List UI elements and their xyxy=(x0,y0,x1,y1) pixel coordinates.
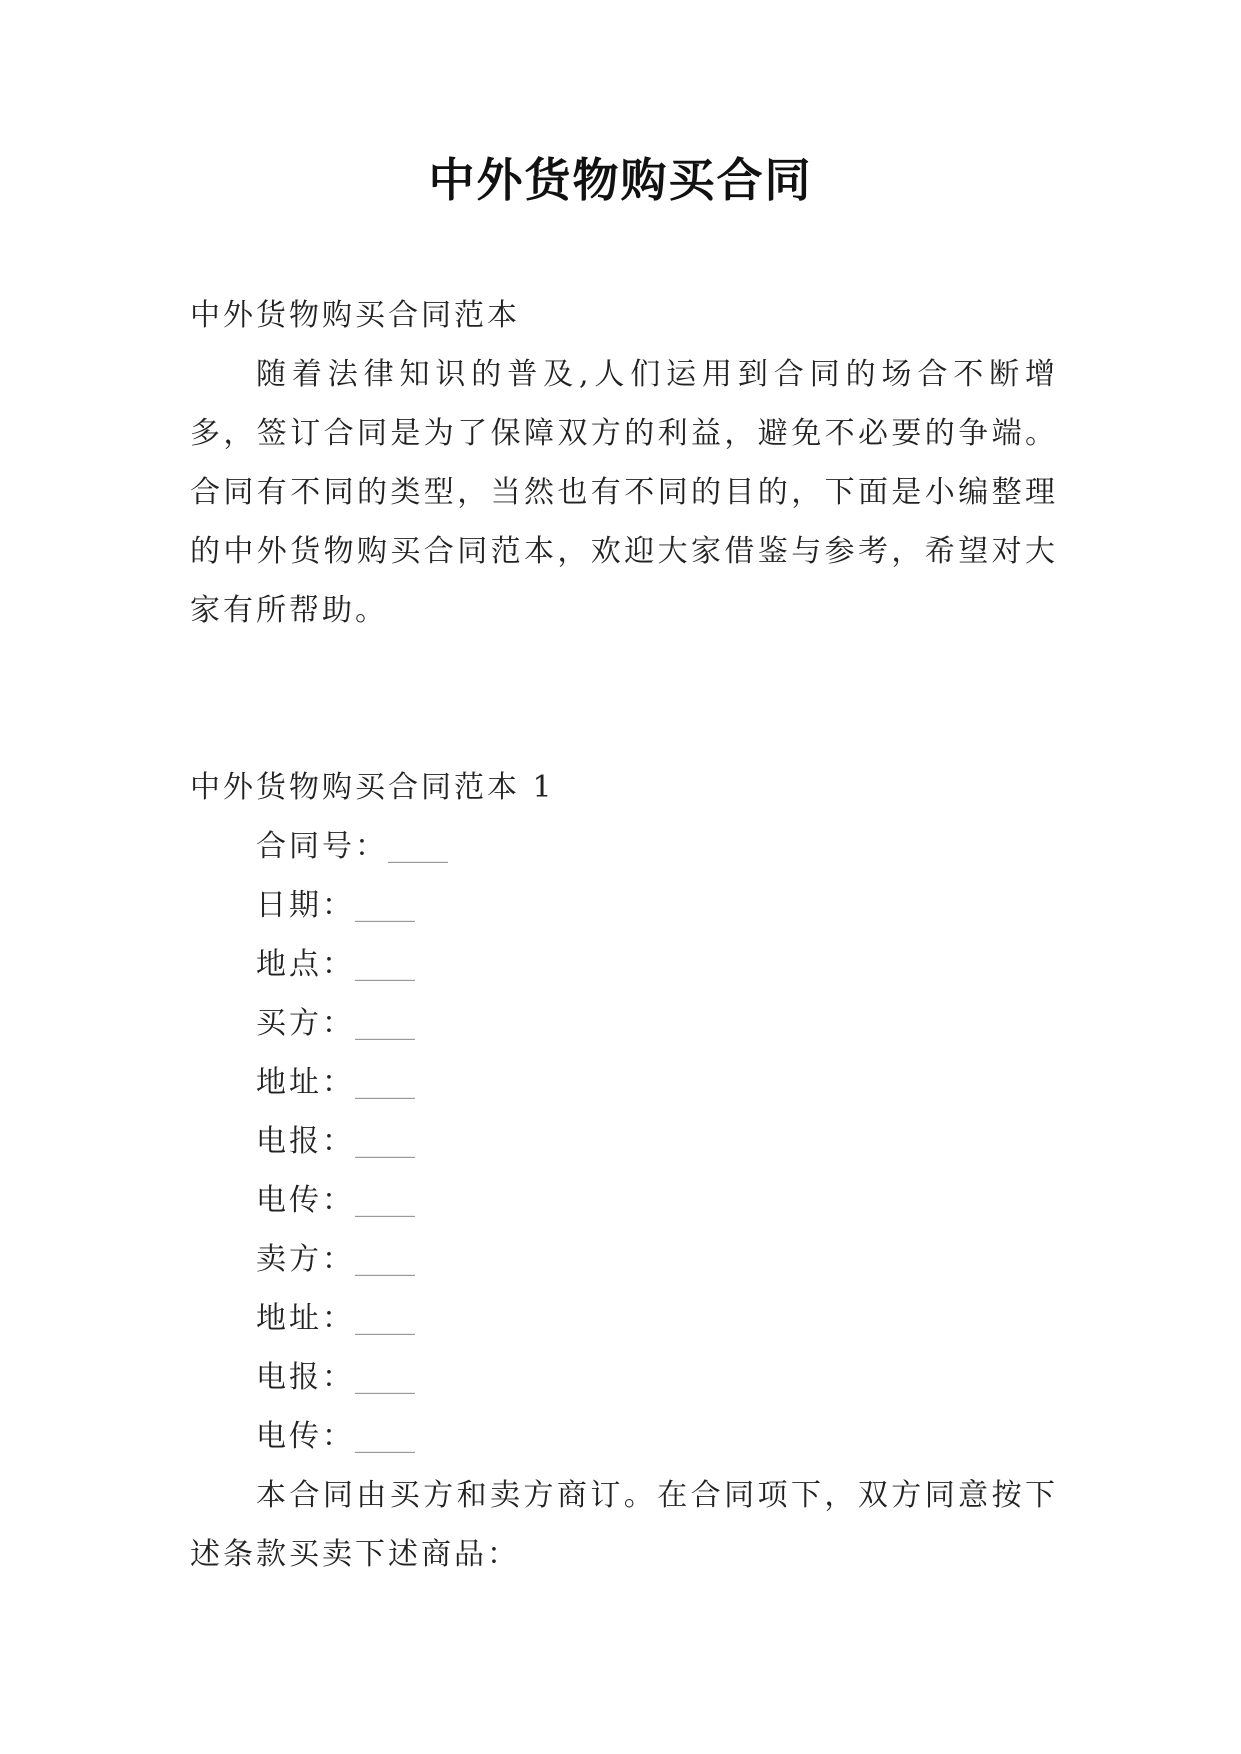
field-seller-telex xyxy=(190,1407,1058,1466)
field-label: 日期： xyxy=(256,888,355,923)
field-label: 地址： xyxy=(256,1301,355,1336)
field-label: 卖方： xyxy=(256,1242,355,1277)
document-title: 中外货物购买合同 xyxy=(428,153,813,207)
field-label: 电报： xyxy=(256,1124,355,1159)
field-blank: ____ xyxy=(355,1242,415,1277)
field-label: 地址： xyxy=(256,1065,355,1100)
contract-fields xyxy=(190,817,1058,1466)
document-body xyxy=(190,286,1058,1584)
section-spacer xyxy=(190,640,1058,758)
field-label: 电报： xyxy=(256,1360,355,1395)
field-label: 买方： xyxy=(256,1006,355,1041)
field-blank: ____ xyxy=(355,1183,415,1218)
field-blank: ____ xyxy=(388,829,448,864)
closing-paragraph: 本合同由买方和卖方商订。在合同项下，双方同意按下述条款买卖下述商品： xyxy=(190,1478,1058,1572)
field-blank: ____ xyxy=(355,888,415,923)
field-blank: ____ xyxy=(355,1301,415,1336)
field-buyer-telegram xyxy=(190,1112,1058,1171)
field-blank: ____ xyxy=(355,1065,415,1100)
field-seller-address xyxy=(190,1289,1058,1348)
field-seller xyxy=(190,1230,1058,1289)
field-blank: ____ xyxy=(355,1360,415,1395)
field-blank: ____ xyxy=(355,947,415,982)
field-label: 合同号： xyxy=(256,829,388,864)
field-contract-number xyxy=(190,817,1058,876)
field-buyer-address xyxy=(190,1053,1058,1112)
field-date xyxy=(190,876,1058,935)
field-label: 地点： xyxy=(256,947,355,982)
field-blank: ____ xyxy=(355,1124,415,1159)
field-blank: ____ xyxy=(355,1006,415,1041)
field-label: 电传： xyxy=(256,1419,355,1454)
field-blank: ____ xyxy=(355,1419,415,1454)
section-heading: 中外货物购买合同范本 1 xyxy=(190,770,555,805)
intro-paragraph: 随着法律知识的普及,人们运用到合同的场合不断增多，签订合同是为了保障双方的利益，避免不必要的争端。合同有不同的类型，当然也有不同的目的，下面是小编整理的中外货物购买合同范本，欢迎大家借鉴与参考，希望对大家有所帮助。 xyxy=(190,357,1058,628)
field-place xyxy=(190,935,1058,994)
field-seller-telegram xyxy=(190,1348,1058,1407)
field-buyer-telex xyxy=(190,1171,1058,1230)
document-subtitle: 中外货物购买合同范本 xyxy=(190,298,520,333)
field-label: 电传： xyxy=(256,1183,355,1218)
field-buyer xyxy=(190,994,1058,1053)
